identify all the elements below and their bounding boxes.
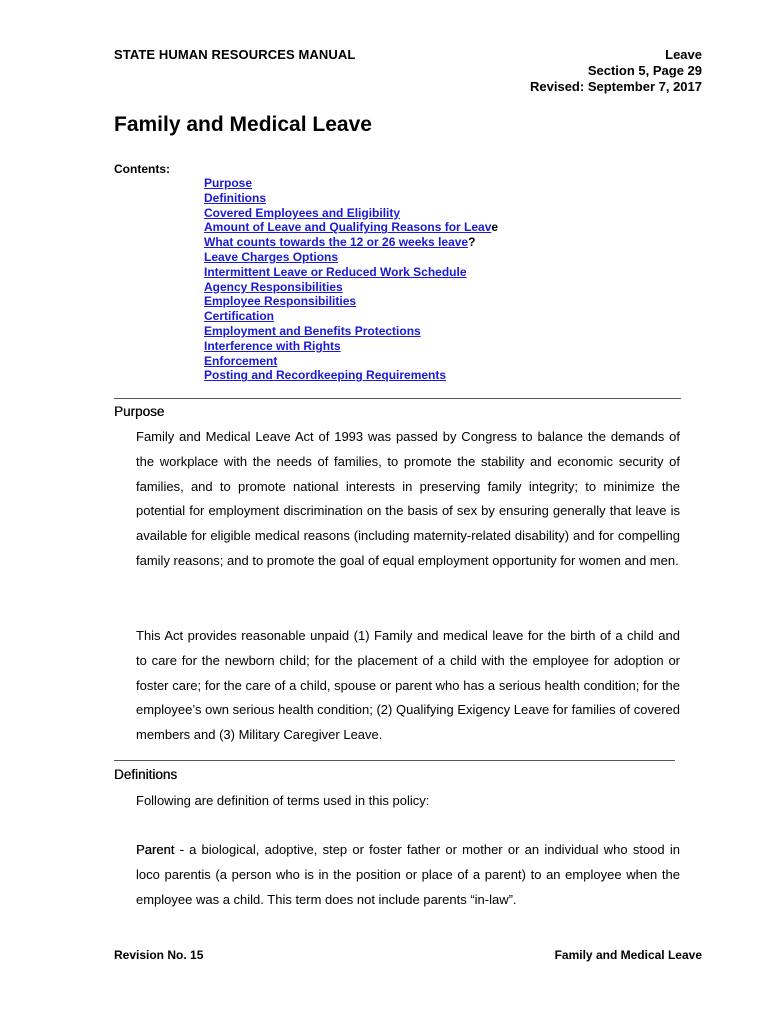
toc-link-enforcement[interactable]: Enforcement <box>204 353 278 368</box>
toc-item <box>204 280 498 295</box>
toc-item <box>204 235 498 250</box>
section-divider <box>114 760 675 761</box>
toc-item <box>204 220 498 235</box>
footer-chapter-title: Family and Medical Leave <box>554 948 702 962</box>
toc-link-amount-of-leave[interactable]: Amount of Leave and Qualifying Reasons for Leav <box>204 220 492 235</box>
purpose-heading: Purpose <box>114 404 165 419</box>
toc-link-intermittent-leave[interactable]: Intermittent Leave or Reduced Work Schedule <box>204 264 467 279</box>
toc-item <box>204 339 498 354</box>
toc-link-agency-responsibilities[interactable]: Agency Responsibilities <box>204 279 343 294</box>
toc-item <box>204 354 498 369</box>
toc-item <box>204 294 498 309</box>
revision-number: Revision No. 15 <box>114 948 204 962</box>
toc-item-tail: ? <box>468 235 476 250</box>
toc-item <box>204 324 498 339</box>
manual-title: STATE HUMAN RESOURCES MANUAL <box>114 47 356 62</box>
table-of-contents <box>204 176 498 383</box>
page-reference <box>530 47 702 95</box>
toc-link-what-counts[interactable]: What counts towards the 12 or 26 weeks leave <box>204 235 469 250</box>
toc-link-definitions[interactable]: Definitions <box>204 190 266 205</box>
toc-item <box>204 176 498 191</box>
contents-label: Contents: <box>114 162 170 176</box>
toc-item <box>204 309 498 324</box>
definitions-heading: Definitions <box>114 767 178 782</box>
toc-item <box>204 206 498 221</box>
chapter-label: Leave <box>665 47 702 62</box>
section-divider <box>114 398 681 399</box>
toc-link-posting[interactable]: Posting and Recordkeeping Requirements <box>204 368 447 383</box>
toc-item <box>204 265 498 280</box>
toc-link-covered-employees[interactable]: Covered Employees and Eligibility <box>204 205 401 220</box>
toc-link-interference[interactable]: Interference with Rights <box>204 338 341 353</box>
purpose-paragraph-2: This Act provides reasonable unpaid (1) Family and medical leave for the birth of a child and to care for the newborn child; for the placement of a child with the employee for adoption or foster care; for the care of a child, spouse or parent who has a serious health condition; for the employee’s own serious health condition; (2) Qualifying Exigency Leave for families of covered members and (3) Military Caregiver Leave. <box>136 628 680 743</box>
toc-link-employment-protections[interactable]: Employment and Benefits Protections <box>204 323 421 338</box>
section-page-label: Section 5, Page 29 <box>587 63 702 78</box>
revised-date: Revised: September 7, 2017 <box>530 79 702 94</box>
toc-item <box>204 368 498 383</box>
definition-term: Parent - <box>136 842 184 857</box>
definitions-intro: Following are definition of terms used in this policy: <box>136 793 430 808</box>
toc-link-purpose[interactable]: Purpose <box>204 176 253 190</box>
toc-item <box>204 191 498 206</box>
purpose-paragraph-1: Family and Medical Leave Act of 1993 was passed by Congress to balance the demands of the workplace with the needs of families, to promote the stability and economic security of families, and to promote national interests in preserving family integrity; to minimize the potential for employment discrimination on the basis of sex by ensuring generally that leave is available for eligible medical reasons (including maternity-related disability) and for compelling family reasons; and to promote the goal of equal employment opportunity for women and men. <box>136 429 680 568</box>
toc-link-certification[interactable]: Certification <box>204 309 275 324</box>
toc-item <box>204 250 498 265</box>
page-title: Family and Medical Leave <box>114 113 372 136</box>
toc-link-leave-charges[interactable]: Leave Charges Options <box>204 249 339 264</box>
definition-parent <box>136 838 680 912</box>
definition-text: a biological, adoptive, step or foster father or mother or an individual who stood in loco parentis (a person who is in the position or place of a parent) to an employee when the employee was a child. This term does not include parents “in-law”. <box>136 842 680 907</box>
toc-item-tail: e <box>491 220 499 235</box>
toc-link-employee-responsibilities[interactable]: Employee Responsibilities <box>204 294 357 309</box>
